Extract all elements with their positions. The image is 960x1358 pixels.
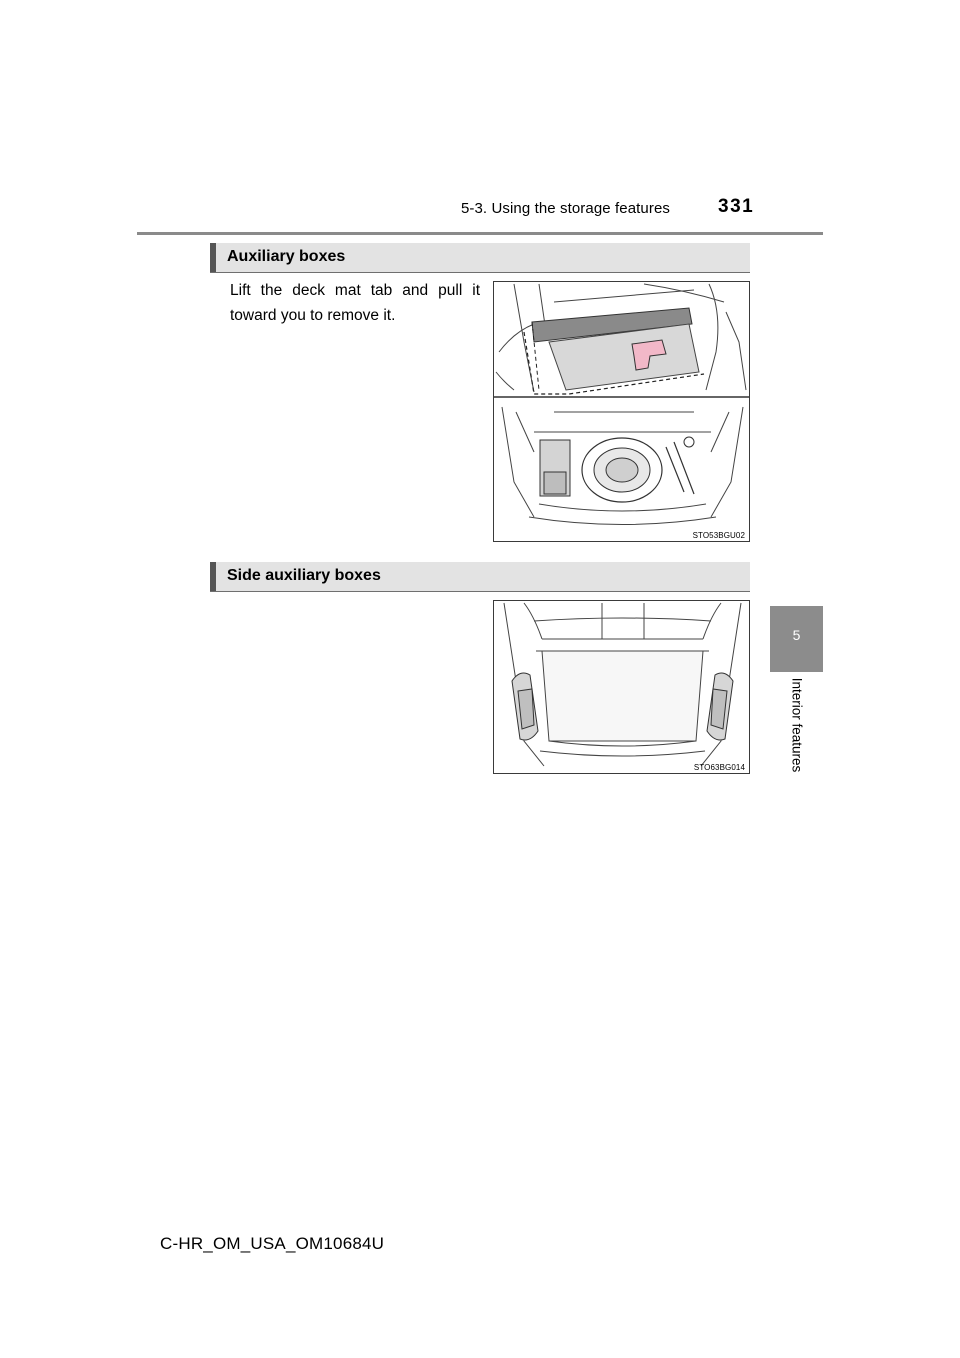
- figure-code: STO53BGU02: [692, 531, 745, 540]
- figure-code: STO63BG014: [693, 763, 745, 772]
- figure-side-auxiliary-boxes: [493, 600, 750, 774]
- luggage-area-illustration: [494, 601, 750, 774]
- instruction-text: Lift the deck mat tab and pull it toward you to remove it.: [230, 282, 480, 324]
- section-title: Auxiliary boxes: [227, 248, 346, 265]
- chapter-number: 5: [792, 627, 801, 643]
- page-number: 331: [718, 196, 755, 217]
- section-title: Side auxiliary boxes: [227, 567, 381, 584]
- document-code: C-HR_OM_USA_OM10684U: [160, 1234, 385, 1253]
- header-rule: [137, 232, 823, 235]
- chapter-tab: [770, 606, 823, 672]
- running-header-section: 5-3. Using the storage features: [460, 200, 670, 217]
- figure-auxiliary-boxes: [493, 281, 750, 542]
- section-heading-auxiliary-boxes: [210, 243, 750, 273]
- chapter-title: Interior features: [789, 677, 805, 773]
- luggage-floor: [542, 651, 703, 741]
- cargo-area-illustration: [494, 282, 750, 542]
- section-heading-side-auxiliary-boxes: [210, 562, 750, 592]
